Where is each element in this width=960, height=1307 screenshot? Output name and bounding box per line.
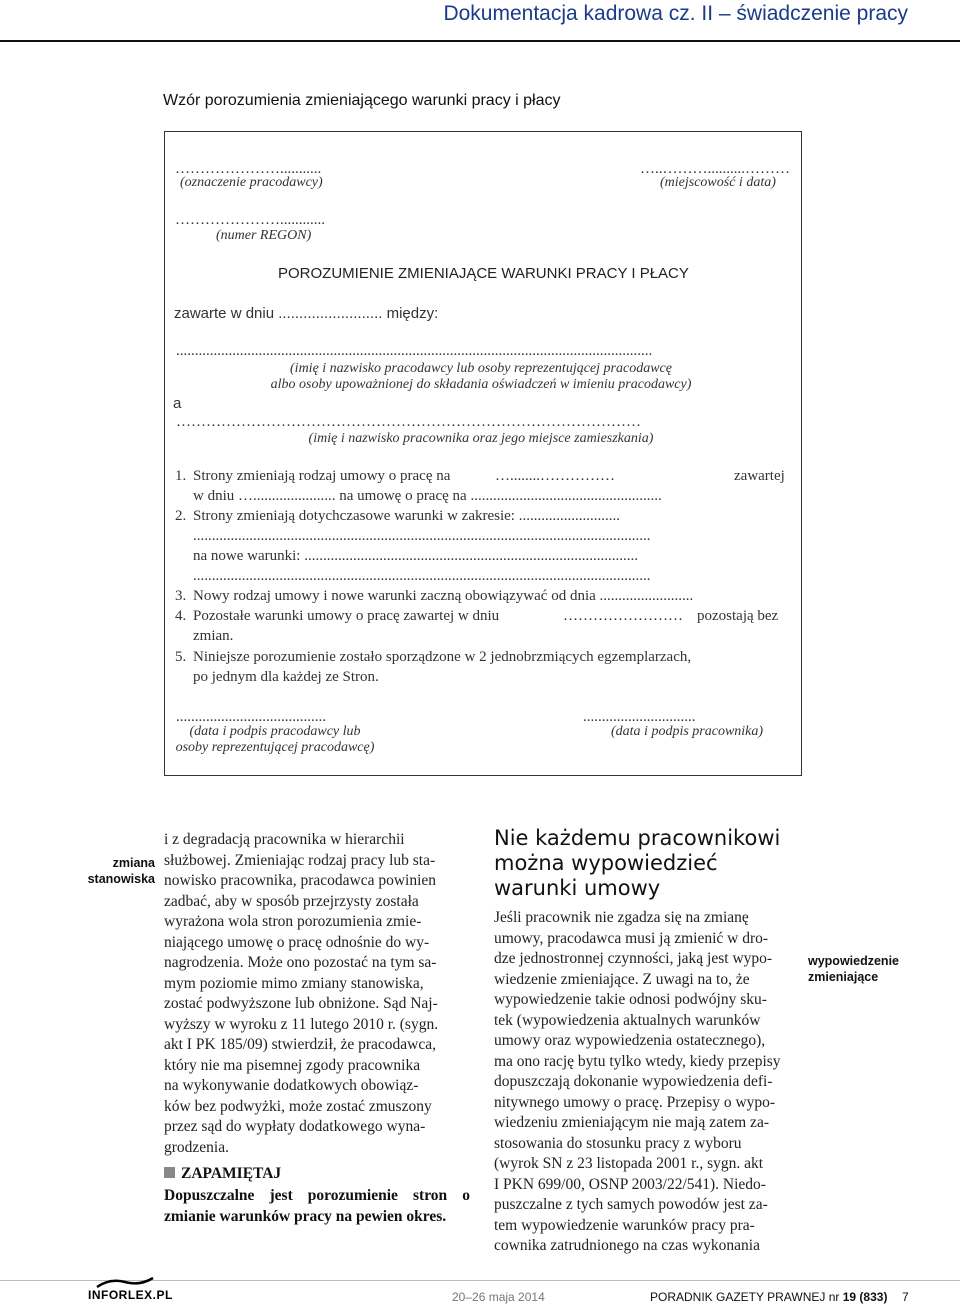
margin-note-left-line1: zmiana xyxy=(112,856,155,870)
p4-line1-dots: …………………… xyxy=(563,608,683,624)
p2-line1: Strony zmieniają dotychczasowe warunki w zakresie: ........................... xyxy=(193,508,620,524)
p3-number: 3. xyxy=(175,588,187,604)
p4-line2: zmian. xyxy=(193,628,234,644)
body-line: stosowania do stosunku pracy z wyboru xyxy=(494,1134,742,1152)
body-line: tem wypowiedzenie warunków pracy pra- xyxy=(494,1216,755,1234)
employer-dots: …………………........... xyxy=(175,161,322,177)
body-line: Jeśli pracownik nie zgadza się na zmianę xyxy=(494,909,749,926)
body-line: zostać podwyższone lub obniżone. Sąd Naj- xyxy=(164,995,438,1012)
publication-issue: 19 xyxy=(842,1290,857,1304)
regon-caption: (numer REGON) xyxy=(216,228,312,243)
p2-line2: .......................................................................................................................... xyxy=(193,528,651,544)
body-line: zadbać, aby w sposób przejrzysty została xyxy=(164,892,419,910)
p1-line1-dots: …........…………… xyxy=(495,468,615,484)
p5-number: 5. xyxy=(175,649,187,665)
body-line: umowy, pracodawca musi ją zmienić w dro- xyxy=(494,929,769,947)
sig-employer-caption-1: (data i podpis pracodawcy lub xyxy=(189,724,361,739)
margin-note-left-line2: stanowiska xyxy=(87,872,155,886)
body-line: wyrażona wola stron porozumienia zmie- xyxy=(164,913,422,930)
body-line: (wyrok SN z 23 listopada 2001 r., sygn. akt xyxy=(494,1155,764,1172)
body-line: puszczalne z tych samych powodów jest za- xyxy=(494,1196,768,1213)
inforlex-logo-icon xyxy=(95,1276,155,1288)
party1-caption-2: albo osoby upoważnionej do składania oświadczeń w imieniu pracodawcy) xyxy=(270,377,692,392)
publication-number: (833) xyxy=(859,1290,888,1304)
body-line: który nie ma pisemnej zgody pracownika xyxy=(164,1056,421,1074)
p2-number: 2. xyxy=(175,508,187,524)
employer-caption: (oznaczenie pracodawcy) xyxy=(180,175,323,190)
page-number: 7 xyxy=(902,1290,909,1304)
header-rule xyxy=(0,40,960,42)
body-line: mym poziomie mimo zmiany stanowiska, xyxy=(164,974,424,992)
sig-employee-caption: (data i podpis pracownika) xyxy=(611,724,764,739)
body-line: grodzenia. xyxy=(164,1138,229,1156)
body-line: ków bez podwyżki, może zostać zmuszony xyxy=(164,1097,432,1115)
form-heading: Wzór porozumienia zmieniającego warunki pracy i płacy xyxy=(163,92,561,109)
body-line: wiedzenie zmieniające. Z uwagi na to, że xyxy=(494,970,750,988)
concluded-line: zawarte w dniu ......................... między: xyxy=(174,305,439,322)
p5-line1: Niniejsze porozumienie zostało sporządzone w 2 jednobrzmiących egzemplarzach, xyxy=(193,649,692,665)
body-line: służbowej. Zmieniając rodzaj pracy lub sta- xyxy=(164,851,436,869)
article-column-1 xyxy=(164,830,470,1158)
p2-line4: .......................................................................................................................... xyxy=(193,568,651,584)
section-heading: Nie każdemu pracownikowi można wypowiedzieć warunki umowy xyxy=(494,826,781,900)
remember-box-label xyxy=(164,1165,281,1183)
p1-line1-end: zawartej xyxy=(734,468,785,484)
place-caption: (miejscowość i data) xyxy=(660,175,776,190)
p1-line1-text: Strony zmieniają rodzaj umowy o pracę na xyxy=(193,468,451,484)
issue-date: 20–26 maja 2014 xyxy=(452,1290,545,1304)
body-line: cownika zatrudnionego na czas wykonania xyxy=(494,1237,760,1254)
running-header-title: Dokumentacja kadrowa cz. II – świadczenie pracy xyxy=(443,2,908,25)
body-line: wiedzeniu zmieniającym nie mają zatem za- xyxy=(494,1114,769,1131)
body-line: nowisko pracownika, pracodawca powinien xyxy=(164,872,437,889)
p4-line1-text: Pozostałe warunki umowy o pracę zawartej w dniu xyxy=(193,608,500,624)
remember-box-text: Dopuszczalne jest porozumienie stron o zmianie warunków pracy na pewien okres. xyxy=(164,1187,470,1225)
party2-dots: ………………………………………………………………………………… xyxy=(176,414,641,430)
remember-label-text: ZAPAMIĘTAJ xyxy=(181,1165,282,1182)
party1-caption-1: (imię i nazwisko pracodawcy lub osoby reprezentującej pracodawcę xyxy=(290,361,672,376)
p4-line1-end: pozostają bez xyxy=(697,608,779,624)
sig-employer-caption-2: osoby reprezentującej pracodawcę) xyxy=(175,740,375,755)
sig-employer-dots: ........................................ xyxy=(176,709,326,725)
body-line: wyższy w wyroku z 11 lutego 2010 r. (sygn. xyxy=(164,1015,439,1033)
regon-dots: …………………............ xyxy=(175,212,325,228)
sig-employee-dots: .............................. xyxy=(583,709,696,725)
article-column-2 xyxy=(494,908,800,1257)
publication-title: PORADNIK GAZETY PRAWNEJ nr xyxy=(650,1290,840,1304)
body-line: niającego umowę o pracę odnośnie do wy- xyxy=(164,933,430,951)
party1-dots: ............................................................................................................................... xyxy=(176,343,653,359)
square-bullet-icon xyxy=(164,1167,175,1178)
and-word: a xyxy=(173,395,182,412)
body-line: tek (wypowiedzenia aktualnych warunków xyxy=(494,1011,761,1029)
body-line: dze jednostronnej czynności, jaką jest wypo- xyxy=(494,950,773,967)
publication-name xyxy=(650,1290,887,1304)
p1-line2: w dniu …...................... na umowę o pracę na ................................................... xyxy=(193,488,662,504)
body-line: na wykonywanie dodatkowych obowiąz- xyxy=(164,1077,419,1094)
margin-note-right-line2: zmieniające xyxy=(808,970,879,984)
body-line: akt I PK 185/09) stwierdził, że pracodawca, xyxy=(164,1036,437,1053)
body-line: i z degradacją pracownika w hierarchii xyxy=(164,831,405,848)
p3-line1: Nowy rodzaj umowy i nowe warunki zaczną obowiązywać od dnia ......................... xyxy=(193,588,694,604)
party2-caption: (imię i nazwisko pracownika oraz jego miejsce zamieszkania) xyxy=(308,431,654,446)
inforlex-logo: INFORLEX.PL xyxy=(88,1288,173,1302)
margin-note-left xyxy=(60,855,155,887)
body-line: wypowiedzenie takie odnosi podwójny sku- xyxy=(494,991,767,1008)
agreement-title: POROZUMIENIE ZMIENIAJĄCE WARUNKI PRACY I PŁACY xyxy=(278,265,689,282)
body-line: dopuszczają dokonanie wypowiedzenia defi- xyxy=(494,1073,773,1090)
p2-line3: na nowe warunki: ......................................................................................... xyxy=(193,548,638,564)
body-line: nagrodzenia. Może ono pozostać na tym sa- xyxy=(164,954,437,971)
body-line: ma ono rację bytu tylko wtedy, kiedy przepisy xyxy=(494,1052,781,1070)
p1-number: 1. xyxy=(175,468,187,484)
p5-line2: po jednym dla każdej ze Stron. xyxy=(193,669,379,685)
p4-number: 4. xyxy=(175,608,187,624)
body-line: przez sąd do wypłaty dodatkowego wyna- xyxy=(164,1118,426,1135)
body-line: I PKN 699/00, OSNP 2003/22/541). Niedo- xyxy=(494,1175,766,1193)
margin-note-right xyxy=(808,953,908,985)
place-dots: …..………..........……… xyxy=(640,161,790,177)
body-line: nitywnego umowy o pracę. Przepisy o wypo- xyxy=(494,1093,776,1111)
margin-note-right-line1: wypowiedzenie xyxy=(808,954,899,968)
body-line: umowy oraz wypowiedzenia ostatecznego), xyxy=(494,1032,766,1049)
